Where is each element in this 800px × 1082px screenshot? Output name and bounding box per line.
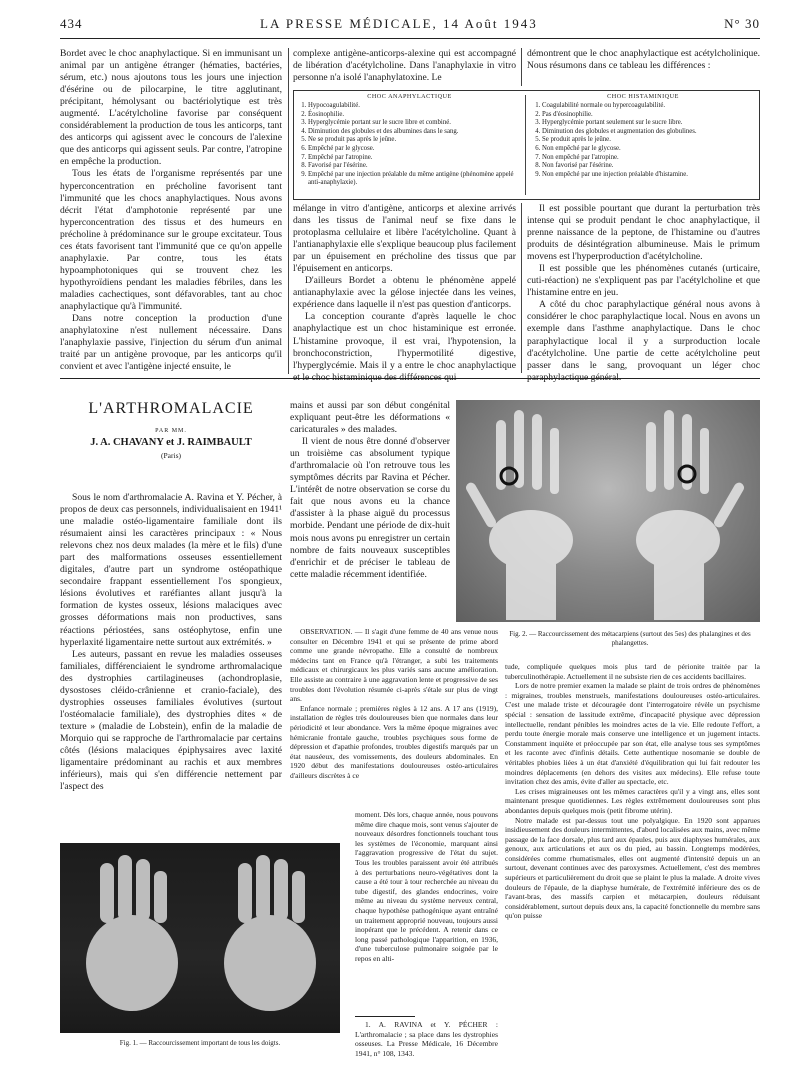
top-column-3-head — [527, 48, 760, 86]
paragraph: D'ailleurs Bordet a obtenu le phénomène appelé antianaphylaxie avec la gélose injectée dans les veines, expérience dans laquelle il n'est pas question d'anticorps. — [293, 275, 516, 311]
list-item: 6. Non empêché par le glycose. — [542, 145, 758, 154]
list-item: 1. Coagulabilité normale ou hypercoagulabilité. — [542, 102, 758, 111]
paragraph: mains et aussi par son début congénital expliquant peut-être les déformations « caricaturales » des malades. — [290, 400, 450, 436]
paragraph: Les crises migraineuses ont les mêmes caractères qu'il y a vingt ans, elles sont maintenant presque quotidiennes. Les règles extrêmement douloureuses sont plus abondantes depuis quelques mois (petit fibrome utérin). — [505, 786, 760, 815]
table-right-column — [528, 91, 758, 199]
paragraph: complexe antigène-anticorps-alexine qui est accompagné de libération d'acétylcholine. Dans l'anaphylaxie in vitro personne n'a isolé l'anaphylatoxine. Le — [293, 48, 516, 84]
list-item: 3. Hyperglycémie portant sur le sucre libre et combiné. — [308, 119, 525, 128]
footnote-rule — [355, 1016, 415, 1017]
figure-2-caption: Fig. 2. — Raccourcissement des métacarpiens (surtout des 5es) des phalangines et des phalangettes. — [509, 630, 751, 647]
paragraph: Sous le nom d'arthromalacie A. Ravina et Y. Pécher, à propos de deux cas personnels, individualisaient en 1941¹ une maladie ostéo-ligamentaire familiale dont ils résumaient ainsi les caractères principaux : « Nous relevons chez nos deux malades (la mère et le fils) d'une part des malformations osseuses essentiellement digitales, d'autre part un syndrome ostéopathique secondaire frappant essentiellement l'os spongieux, lésions évolutives et raréfiantes allant jusqu'à la formation de kystes osseux, lésions malaciques avec grosses déformations mais non productives, sans réactions périostées, sans ostéophytose, enfin une hyperlaxité ligamentaire nette surtout aux extrémités. » — [60, 492, 282, 648]
right-list — [528, 102, 758, 179]
list-item: 7. Non empêché par l'atropine. — [542, 154, 758, 163]
list-item: 8. Favorisé par l'ésérine. — [308, 162, 525, 171]
paragraph: mélange in vitro d'antigène, anticorps et alexine arrivés dans les tissus de l'animal neuf se fixe dans le protoplasma cellulaire et libère l'acétylcholine. Quant à l'antianaphylaxie elle s'explique beaucoup plus facilement par un épuisement en précholine des tissus que par l'épuisement en anticorps. — [293, 203, 516, 275]
journal-title: LA PRESSE MÉDICALE, 14 Août 1943 — [260, 16, 538, 31]
table-left-header: CHOC ANAPHYLACTIQUE — [367, 93, 452, 100]
paragraph: démontrent que le choc anaphylactique est acétylcholinique. Nous résumons dans ce tableau les différences : — [527, 48, 760, 72]
list-item: 5. Se produit après le jeûne. — [542, 136, 758, 145]
list-item: 4. Diminution des globules et augmentation des globulines. — [542, 128, 758, 137]
list-item: 3. Hyperglycémie portant seulement sur le sucre libre. — [542, 119, 758, 128]
paragraph: Il est possible que les phénomènes cutanés (urticaire, cuti-réaction) ne s'expliquent pas par l'acétylcholine et que l'histamine entre en jeu. — [527, 263, 760, 299]
article-column-3 — [505, 662, 760, 1062]
top-column-2-body — [293, 203, 516, 383]
article-column-2 — [290, 400, 450, 620]
page-header — [60, 16, 760, 36]
paragraph: A côté du choc paraphylactique général nous avons à considérer le choc paraphylactique local. Nous en avons un exemple dans l'asthme anaphylactique. Dans le choc paraphylactique local il y a surproduction locale d'acétylcholine. Une partie de cette acétylcholine peut passer dans le sang, provoquant un léger choc paraphylactique général. — [527, 299, 760, 383]
list-item: 8. Non favorisé par l'ésérine. — [542, 162, 758, 171]
paragraph: tude, compliquée quelques mois plus tard de périonite traitée par la tuberculinothérapie. Actuellement il ne subsiste rien de ces accidents bacillaires. — [505, 662, 760, 681]
figure-1-photo — [60, 843, 340, 1033]
table-divider — [525, 95, 526, 195]
observation-continuation — [355, 810, 498, 1010]
list-item: 2. Éosinophilie. — [308, 111, 525, 120]
article-column-1 — [60, 492, 282, 832]
article-heading — [60, 400, 282, 470]
column-rule — [521, 203, 522, 373]
top-column-1 — [60, 48, 282, 372]
table-left-column — [294, 91, 525, 199]
article-authors: J. A. CHAVANY et J. RAIMBAULT — [90, 437, 252, 448]
list-item: 7. Empêché par l'atropine. — [308, 154, 525, 163]
header-rule — [60, 38, 760, 39]
list-item: 9. Non empêché par une injection préalable d'histamine. — [542, 171, 758, 180]
list-item: 6. Empêché par le glycose. — [308, 145, 525, 154]
comparison-table — [293, 90, 760, 200]
paragraph: Enfance normale ; premières règles à 12 ans. A 17 ans (1919), installation de règles très douloureuses bien que normales dans leur périodicité et leur abondance. Vers la même époque migraines avec hémicranie frontale gauche, troubles psychiques sous forme de dépression et d'apathie profondes, troubles digestifs marqués par un état nauséeux, des vomissements, des douleurs abdominales. En 1920 début des manifestations douloureuses ostéo-articulaires d'ailleurs discrètes à ce — [290, 703, 498, 780]
paragraph: OBSERVATION. — Il s'agit d'une femme de 40 ans venue nous consulter en Décembre 1941 et qui se présente de prime abord comme une grande névropathe. Elle a consulté de nombreux médecins tant en France qu'à l'étranger, a subi les traitements médicaux et chirurgicaux les plus variés sans aucune amélioration. Elle assiste au contraire à une aggravation lente et progressive de ses troubles dont l'évolution résumée ci-après s'étale sur plus de vingt ans. — [290, 627, 498, 704]
footnote-text: 1. A. RAVINA et Y. PÉCHER : L'arthromalacie ; sa place dans les dystrophies osseuses. La Presse Médicale, 16 Décembre 1941, n° 108, 1343. — [355, 1020, 498, 1058]
list-item: 1. Hypocoagulabilité. — [308, 102, 525, 111]
issue-number: N° 30 — [724, 16, 760, 31]
section-rule — [60, 378, 760, 379]
article-city: (Paris) — [161, 451, 181, 460]
column-rule — [288, 48, 289, 374]
paragraph: Il vient de nous être donné d'observer un troisième cas absolument typique d'arthromalacie où l'on retrouve tous les symptômes décrits par Ravina et Pécher. L'intérêt de notre observation se corse du fait que nous avons eu la chance d'assister à la phase aiguë du processus morbide. Pendant une période de dix-huit mois nous avons pu enregistrer un certain nombre de faits nouveaux susceptibles d'enrichir et de préciser le tableau de cette maladie récemment identifiée. — [290, 436, 450, 580]
list-item: 9. Empêché par une injection préalable du même antigène (phénomène appelé anti-anaphylaxie). — [308, 171, 525, 188]
left-list — [294, 102, 525, 188]
top-column-3-body — [527, 203, 760, 383]
paragraph: La conception courante d'après laquelle le choc anaphylactique est un choc histaminique est erronée. L'histamine provoque, il est vrai, l'hypotension, la bronchoconstriction, l'hypermotilité digestive, l'hyperglycémie. Mais il y a entre le choc anaphylactique et le choc histaminique des différences qui — [293, 311, 516, 383]
article-title: L'ARTHROMALACIE — [88, 400, 254, 417]
observation-block — [290, 627, 498, 807]
figure-2-xray — [456, 400, 760, 622]
list-item: 4. Diminution des globules et des albumines dans le sang. — [308, 128, 525, 137]
paragraph: Notre malade est par-dessus tout une polyalgique. En 1920 sont apparues insidieusement des douleurs intermittentes, d'abord localisées aux mains, avec même passage de la face dorsale, plus tard aux épaules, puis aux diaphyses humérales, aux genoux, aux articulations et aux os du pied, au bassin. Longtemps modérées, considérées comme rhumatismales, elles ont augmenté d'intensité depuis un an surtout, devenant continues avec des paroxysmes. Actuellement, c'est des membres supérieurs et particulièrement du droit que se plaint le plus la malade. A droite vives douleurs de l'épaule, de la diaphyse humérale, de l'extrémité inférieure des os de l'avant-bras, des massifs carpien et métacarpien, douleurs réduisant considérablement, surtout depuis deux ans, la capacité fonctionnelle du membre sans qu'on puisse — [505, 815, 760, 921]
footnote — [355, 1020, 498, 1060]
paragraph: Bordet avec le choc anaphylactique. Si en immunisant un animal par un antigène étranger (hématies, bactéries, sérum, etc.) nous ajoutons tous les jours une injection d'ésérine ou de pilocarpine, le titre agglutinant, précipitant, hémolysant ou bactériolytique est très augmenté. L'acétylcholine favorise par conséquent considérablement la production de tous les anticorps, tant des anticorps qui agissent avec le concours de l'alexine que des anticorps qui agissent seuls. Par contre, l'atropine en empêche la production. — [60, 48, 282, 168]
paragraph: Dans notre conception la production d'une anaphylatoxine n'est nullement nécessaire. Dans l'anaphylaxie passive, l'injection du sérum d'un animal traité par un antigène provoque, par les anticorps qu'il convient et avec l'antigène injecté ensuite, le — [60, 313, 282, 373]
list-item: 2. Pas d'éosinophilie. — [542, 111, 758, 120]
hands-photo-illustration — [60, 843, 340, 1033]
paragraph: Il est possible pourtant que durant la perturbation très intense qui se produit pendant le choc anaphylactique, il prenne naissance de la peptone, de l'histamine ou d'autres produits de désintégration albumineuse. Mais le primum movens est l'hyperproduction d'acétylcholine. — [527, 203, 760, 263]
page-number: 434 — [60, 16, 83, 31]
top-column-2-head — [293, 48, 516, 86]
xray-hands-illustration — [456, 400, 760, 622]
paragraph: moment. Dès lors, chaque année, nous pouvons même dire chaque mois, sont venus s'ajouter de nouveaux désordres fonctionnels touchant tous les systèmes de l'économie, marquant ainsi l'aggravation progressive de l'état du sujet. Tous les troubles paraissent avoir été attribués à des perturbations neuro-végétatives dont la cause a été tour à tour recherchée au niveau du tube digestif, des glandes endocrines, voire même au niveau du système nerveux central, chaque hypothèse pathogénique ayant entraîné un traitement approprié nouveau, toujours aussi inopérant que le précédent. A retenir dans ce long passé pathologique l'apparition, en 1936, d'une tuberculose pulmonaire soignée par le repos en alti- — [355, 810, 498, 963]
paragraph: Les auteurs, passant en revue les maladies osseuses familiales, différenciaient le syndrome arthromalacique des dystrophies cartilagineuses (achondroplasie, dysostoses cléido-crânienne et cranio-faciale), des dystrophies osseuses familiales évolutives (surtout l'ostéomalacie familiale), des dystrophies dites « de texture » (maladie de Lobstein), enfin de la maladie de Morquio qui se rapproche de l'arthromalacie par certains côtés (lésions malaciques épiphysaires avec laxité ligamentaire prédominant au rachis et aux membres inférieurs), mais qui s'en différencie nettement par l'aspect des — [60, 648, 282, 793]
column-rule — [521, 48, 522, 86]
figure-1-caption: Fig. 1. — Raccourcissement important de tous les doigts. — [119, 1039, 281, 1047]
paragraph: Tous les états de l'organisme représentés par une hyperconcentration en précholine favorisent tant l'immunité que les chocs anaphylactiques. Nous avons décrit l'état d'amphotonie représenté par une hyperconcentration des tissus et des humeurs en précholine à prédominance sur le groupe excitateur. Tous ces états favorisent tant l'immunité que ce qu'on appelle anaphylaxie. Par contre, tous les états hypoamphotoniques qui se trouvent chez les hypothyroïdiens pendant les maladies fébriles, dans les maladies cachectiques, sont défavorables, tant au choc anaphylactique qu'à l'immunité. — [60, 168, 282, 312]
list-item: 5. Ne se produit pas après le jeûne. — [308, 136, 525, 145]
table-right-header: CHOC HISTAMINIQUE — [607, 93, 679, 100]
paragraph: Lors de notre premier examen la malade se plaint de trois ordres de phénomènes : migraines, troubles menstruels, manifestations douloureuses ostéo-articulaires. C'est une malade triste et découragée dont l'interrogatoire révèle un psychisme spécial : sensation de lassitude extrême, d'incapacité physique avec dépression intellectuelle, rendant pénibles les moindres actes de la vie. Elle redoute l'effort, a perdu toute énergie morale mais conserve une intelligence et un jugement intacts. Constamment inquiète et préoccupée par son état, elle analyse tous ses symptômes et les raconte avec d'infinis détails. Cette authentique nosomanie se double de véritables phobies liées à un état d'anxiété d'équilibration qui lui fait redouter les moindres déplacements (en dehors des visites aux médecins). Elle refuse toute invitation chez des amis, évite d'aller au spectacle, etc. — [505, 681, 760, 787]
article-par: PAR MM. — [155, 428, 187, 434]
